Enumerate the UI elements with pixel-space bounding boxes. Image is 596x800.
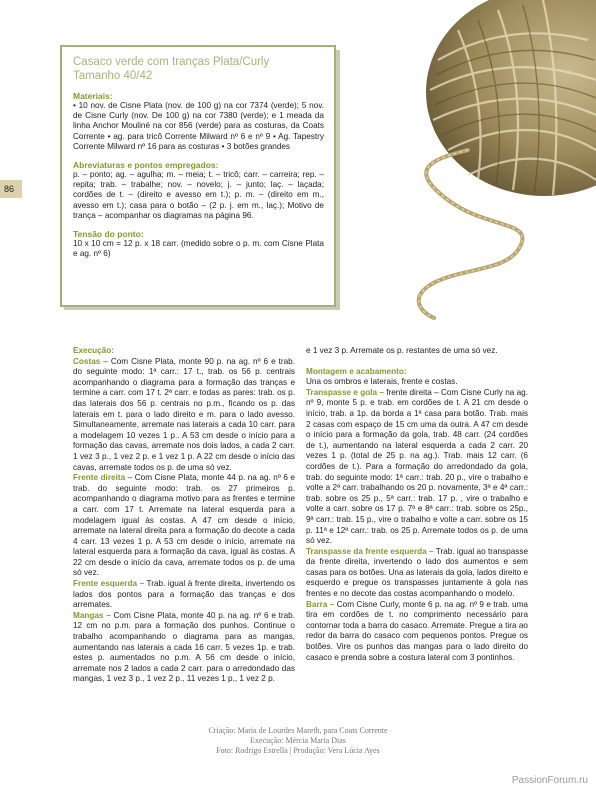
collar-label: Transpasse e gola – <box>306 387 384 397</box>
materials-box <box>60 45 336 307</box>
execution-heading: Execução: <box>73 346 114 355</box>
hem-label: Barra – <box>306 599 335 609</box>
abbreviations-heading: Abreviaturas e pontos empregados: <box>73 160 219 171</box>
abbreviations-text: p. – ponto; ag. – agulha; m. – meia; t. – tricô; carr. – carreira; rep. – repita; trab. – trabalhe; nov. – novelo; j. – junto; laç. – laçada; cordões de t. – (direito e avesso em t.); p. m. – (direito em m., avesso em t.); casa para o botão – (2 p. j. em m., laç.); Motivo de trança – acompanhar os diagramas na página 96. <box>73 170 324 220</box>
sleeves-section <box>73 611 295 685</box>
collar-section <box>306 388 528 547</box>
hem-text: Com Cisne Curly, monte 6 p. na ag. nº 9 e trab. uma tira em cordões de t. no comprimento necessário para contornar toda a barra do casaco. Arremate. Pregue a tira ao redor da barra do casaco com pequenos pontos. Pregue os botões. Vire os punhos das mangas para o lado direito do casaco e prenda sobre a costura lateral com 3 pontinhos. <box>306 599 528 662</box>
back-text: – Com Cisne Plata, monte 90 p. na ag. nº 6 e trab. do seguinte modo: 1ª carr.: 17 t., trab. os 56 p. centrais acompanhando o diagrama para a formação das tranças e termine a carr. com 17 t. 2ª carr. e todas as pares: trab. os p. das laterais dos 56 p. centrais no p.m., ficando os p. das laterais em t. para o lado direito e m. para o lado avesso. Simultaneamente, arremate nas laterais a cada 10 carr. para a modelagem 10 vezes 1 p.. A 53 cm desde o início para a formação das cavas, arremate nos dois lados, a cada 2 carr. 1 vez 3 p., 1 vez 2 p. e 1 vez 1 p. A 22 cm desde o início das cavas, arremate todos os p. de uma só vez. <box>73 356 295 472</box>
right-front-section <box>73 473 295 579</box>
pattern-size: Tamanho 40/42 <box>73 70 153 82</box>
right-front-label: Frente direita <box>73 473 126 483</box>
left-band-label: Transpasse da frente esquerda – <box>306 546 434 556</box>
right-front-text: – Com Cisne Plata, monte 44 p. na ag. nº 6 e trab. do seguinte modo: trab. os 27 primeiros p. acompanhando o diagrama motivo para as frentes e termine a carr. com 17 t. Arremate na lateral esquerda para a modelagem igual às costas. A 47 cm desde o início, arremate na lateral direita para a formação do decote a cada 4 carr. 13 vezes 1 p. A 53 cm desde o início, arremate na lateral esquerda para a formação da cava, igual às costas. A 22 cm desde o início da cava, arremate todos os p. de uma só vez. <box>73 473 295 578</box>
hem-section <box>306 600 528 664</box>
assembly-heading: Montagem e acabamento: <box>306 366 407 376</box>
watermark: PassionForum.ru <box>511 775 588 786</box>
back-section <box>73 357 295 474</box>
credit-execution: Execução: Mércia Maria Dias <box>250 736 346 745</box>
materials-heading: Materiais: <box>73 91 113 101</box>
left-front-text: Trab. igual à frente direita, invertendo os lados dos pontos para a formação das tranças e dos arremates. <box>73 579 296 610</box>
collar-text: frente direita – Com Cisne Curly na ag. nº 9, monte 5 p. e trab. em cordões de t. A 21 cm desde o início, trab. a 1p. da borda a 1ª casa para botão. Trab. mais 2 casas com espaço de 15 cm uma da outra. A 47 cm desde o início para a formação da gola, trab. 48 carr. (24 cordões de t.), aumentando na lateral esquerda a cada 2 carr. 20 vezes 1 p. (total de 25 p. na ag.). Trab. mais 12 carr. (6 cordões de t.). Para a formação do arredondado da gola, trab. do seguinte modo: 1ª carr.: trab. 20 p., vire o trabalho e volte a 2ª carr. trabalhando os 20 p. novamente, 3ª e 4ª carr.: trab. sobre os 25 p., 5ª carr.: trab. 17 p. , vire o trabalho e volte a carr. sobre os 17 p. 7ª e 8ª carr.: trab. sobre os 25p., 9ª carr.: trab. 15 p., vire o trabalho e volte a carr. sobre os 15 p. 11ª e 12ª carr.: trab. os 25 p. Arremate todos os p. de uma só vez. <box>306 387 528 546</box>
instructions-column-left <box>73 346 295 685</box>
materials-text: • 10 nov. de Cisne Plata (nov. de 100 g) na cor 7374 (verde); 5 nov. de Cisne Curly (nov. De 100 g) na cor 7380 (verde); e 1 meada da linha Anchor Mouliné na cor 856 (verde) para as costuras, da Coats Corrente • ag. para tricô Corrente Milward nº 6 e nº 9 • Ag. Tapestry Corrente Milward nº 16 para as costuras • 3 botões grandes <box>73 101 324 151</box>
sleeves-text: Com Cisne Plata, monte 40 p. na ag. nº 6 e trab. 12 cm no p.m. para a formação dos punhos. Continue o trabalho acompanhando o diagrama para as mangas, aumentando nas laterais a cada 16 carr. 5 vezes 1p. e trab. estes p. aumentados no p.m. A 56 cm desde o início, arremate nos 2 lados a cada 2 carr. para o arredondado das mangas, 1 vez 3 p., 1 vez 2 p., 11 vezes 1 p., 1 vez 2 p. <box>73 610 295 684</box>
back-label: Costas <box>73 356 101 366</box>
tension-text: 10 x 10 cm = 12 p. x 18 carr. (medido sobre o p. m. com Cisne Plata e ag. nº 6) <box>73 239 324 259</box>
left-front-section <box>73 579 295 611</box>
left-band-section <box>306 547 528 600</box>
instructions-column-right <box>306 346 528 663</box>
sleeves-label: Mangas – <box>73 610 111 620</box>
page-number: 86 <box>4 184 15 194</box>
sleeves-continued: e 1 vez 3 p. Arremate os p. restantes de uma só vez. <box>306 346 498 355</box>
left-band-text: Trab. igual ao transpasse da frente direita, invertendo o lado dos aumentos e sem casas para os botões. Una as laterais da gola, lados direito e esquerdo e pregue os transpasses juntamente à gola nas frentes e no decote das costas acompanhando o modelo. <box>306 546 529 599</box>
tension-heading: Tensão do ponto: <box>73 229 144 240</box>
assembly-text: Una os ombros e laterais, frente e costas. <box>306 377 458 387</box>
credit-photo: Foto: Rodrigo Estrella | Produção: Vera Lúcia Ayes <box>216 746 380 755</box>
left-front-label: Frente esquerda – <box>73 579 145 589</box>
credit-creation: Criação: Maria de Lourdes Mareth, para Coats Corrente <box>208 726 388 735</box>
pattern-title: Casaco verde com tranças Plata/Curly <box>73 56 270 68</box>
yarn-ball-image <box>338 0 596 320</box>
